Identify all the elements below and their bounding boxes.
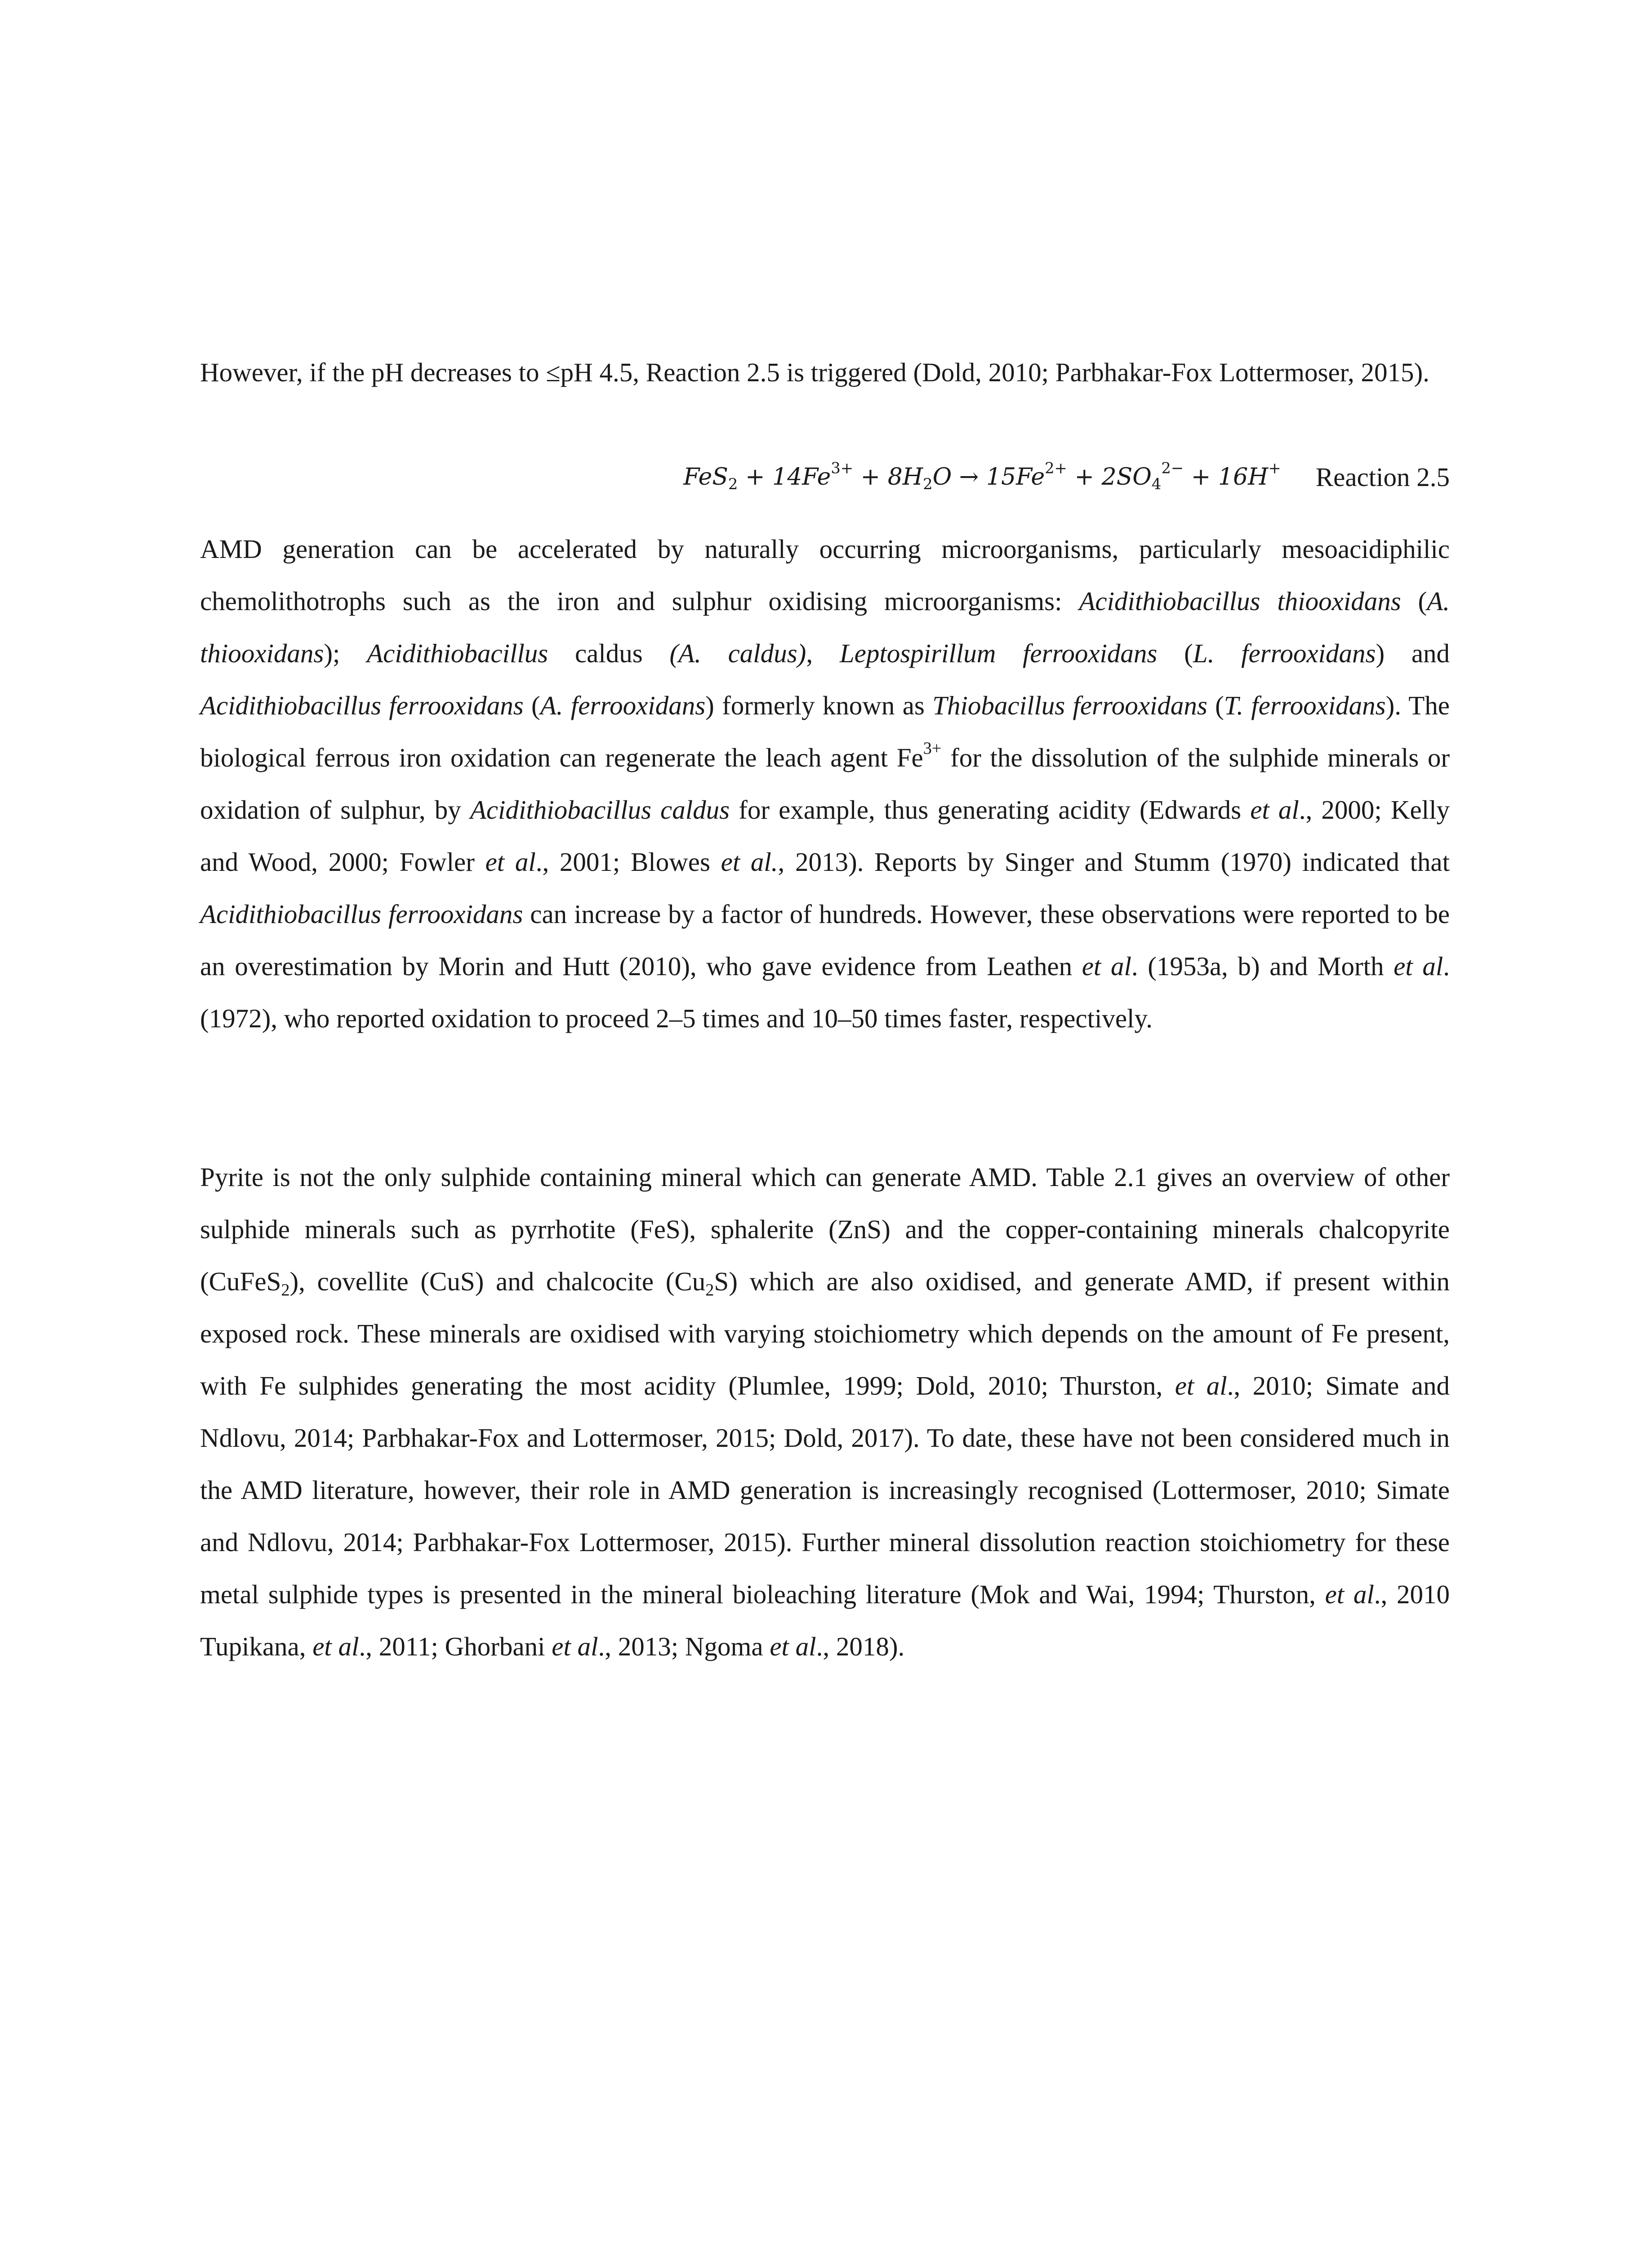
chemical-equation: $FeS_2 + 14Fe^{3+} + 8H_2O \to 15Fe^{2+} + 2SO_4^{2-} + 16H^+$ xyxy=(683,459,1281,493)
reaction-equation-block xyxy=(200,451,1450,503)
paragraph-sulphide-minerals: Pyrite is not the only sulphide containing mineral which can generate AMD. Table 2.1 gives an overview of other sulphide minerals such as pyrrhotite (FeS), sphalerite (ZnS) and the copper-containing minerals chalcopyrite (CuFeS$_2$), covellite (CuS) and chalcocite $(Cu_2S)$ which are also oxidised, and generate AMD, if present within exposed rock. These minerals are oxidised with varying stoichiometry which depends on the amount of Fe present, with Fe sulphides generating the most acidity (Plumlee, 1999; Dold, 2010; Thurston, et al., 2010; Simate and Ndlovu, 2014; Parbhakar-Fox and Lottermoser, 2015; Dold, 2017). To date, these have not been considered much in the AMD literature, however, their role in AMD generation is increasingly recognised (Lottermoser, 2010; Simate and Ndlovu, 2014; Parbhakar-Fox Lottermoser, 2015). Further mineral dissolution reaction stoichiometry for these metal sulphide types is presented in the mineral bioleaching literature (Mok and Wai, 1994; Thurston, et al., 2010 Tupikana, et al., 2011; Ghorbani et al., 2013; Ngoma et al., 2018). xyxy=(200,1162,1450,1661)
paragraph-microorganisms: AMD generation can be accelerated by naturally occurring microorganisms, particularly mesoacidiphilic chemolithotrophs such as the iron and sulphur oxidising microorganisms: Acidithiobacillus thiooxidans (A. thiooxidans); Acidithiobacillus caldus (A. caldus), Leptospirillum ferrooxidans (L. ferrooxidans) and Acidithiobacillus ferrooxidans (A. ferrooxidans) formerly known as Thiobacillus ferrooxidans (T. ferrooxidans). The biological ferrous iron oxidation can regenerate the leach agent $Fe^{3+}$ for the dissolution of the sulphide minerals or oxidation of sulphur, by Acidithiobacillus caldus for example, thus generating acidity (Edwards et al., 2000; Kelly and Wood, 2000; Fowler et al., 2001; Blowes et al., 2013). Reports by Singer and Stumm (1970) indicated that Acidithiobacillus ferrooxidans can increase by a factor of hundreds. However, these observations were reported to be an overestimation by Morin and Hutt (2010), who gave evidence from Leathen et al. (1953a, b) and Morth et al. (1972), who reported oxidation to proceed 2–5 times and 10–50 times faster, respectively. xyxy=(200,534,1450,1033)
text-run: However, if the pH decreases to ≤pH 4.5, Reaction 2.5 is triggered (Dold, 2010; Parbhakar-Fox Lottermoser, 2015). xyxy=(200,357,1429,387)
paragraph-reaction-intro xyxy=(200,346,1450,398)
reaction-label: Reaction 2.5 xyxy=(1315,462,1450,492)
